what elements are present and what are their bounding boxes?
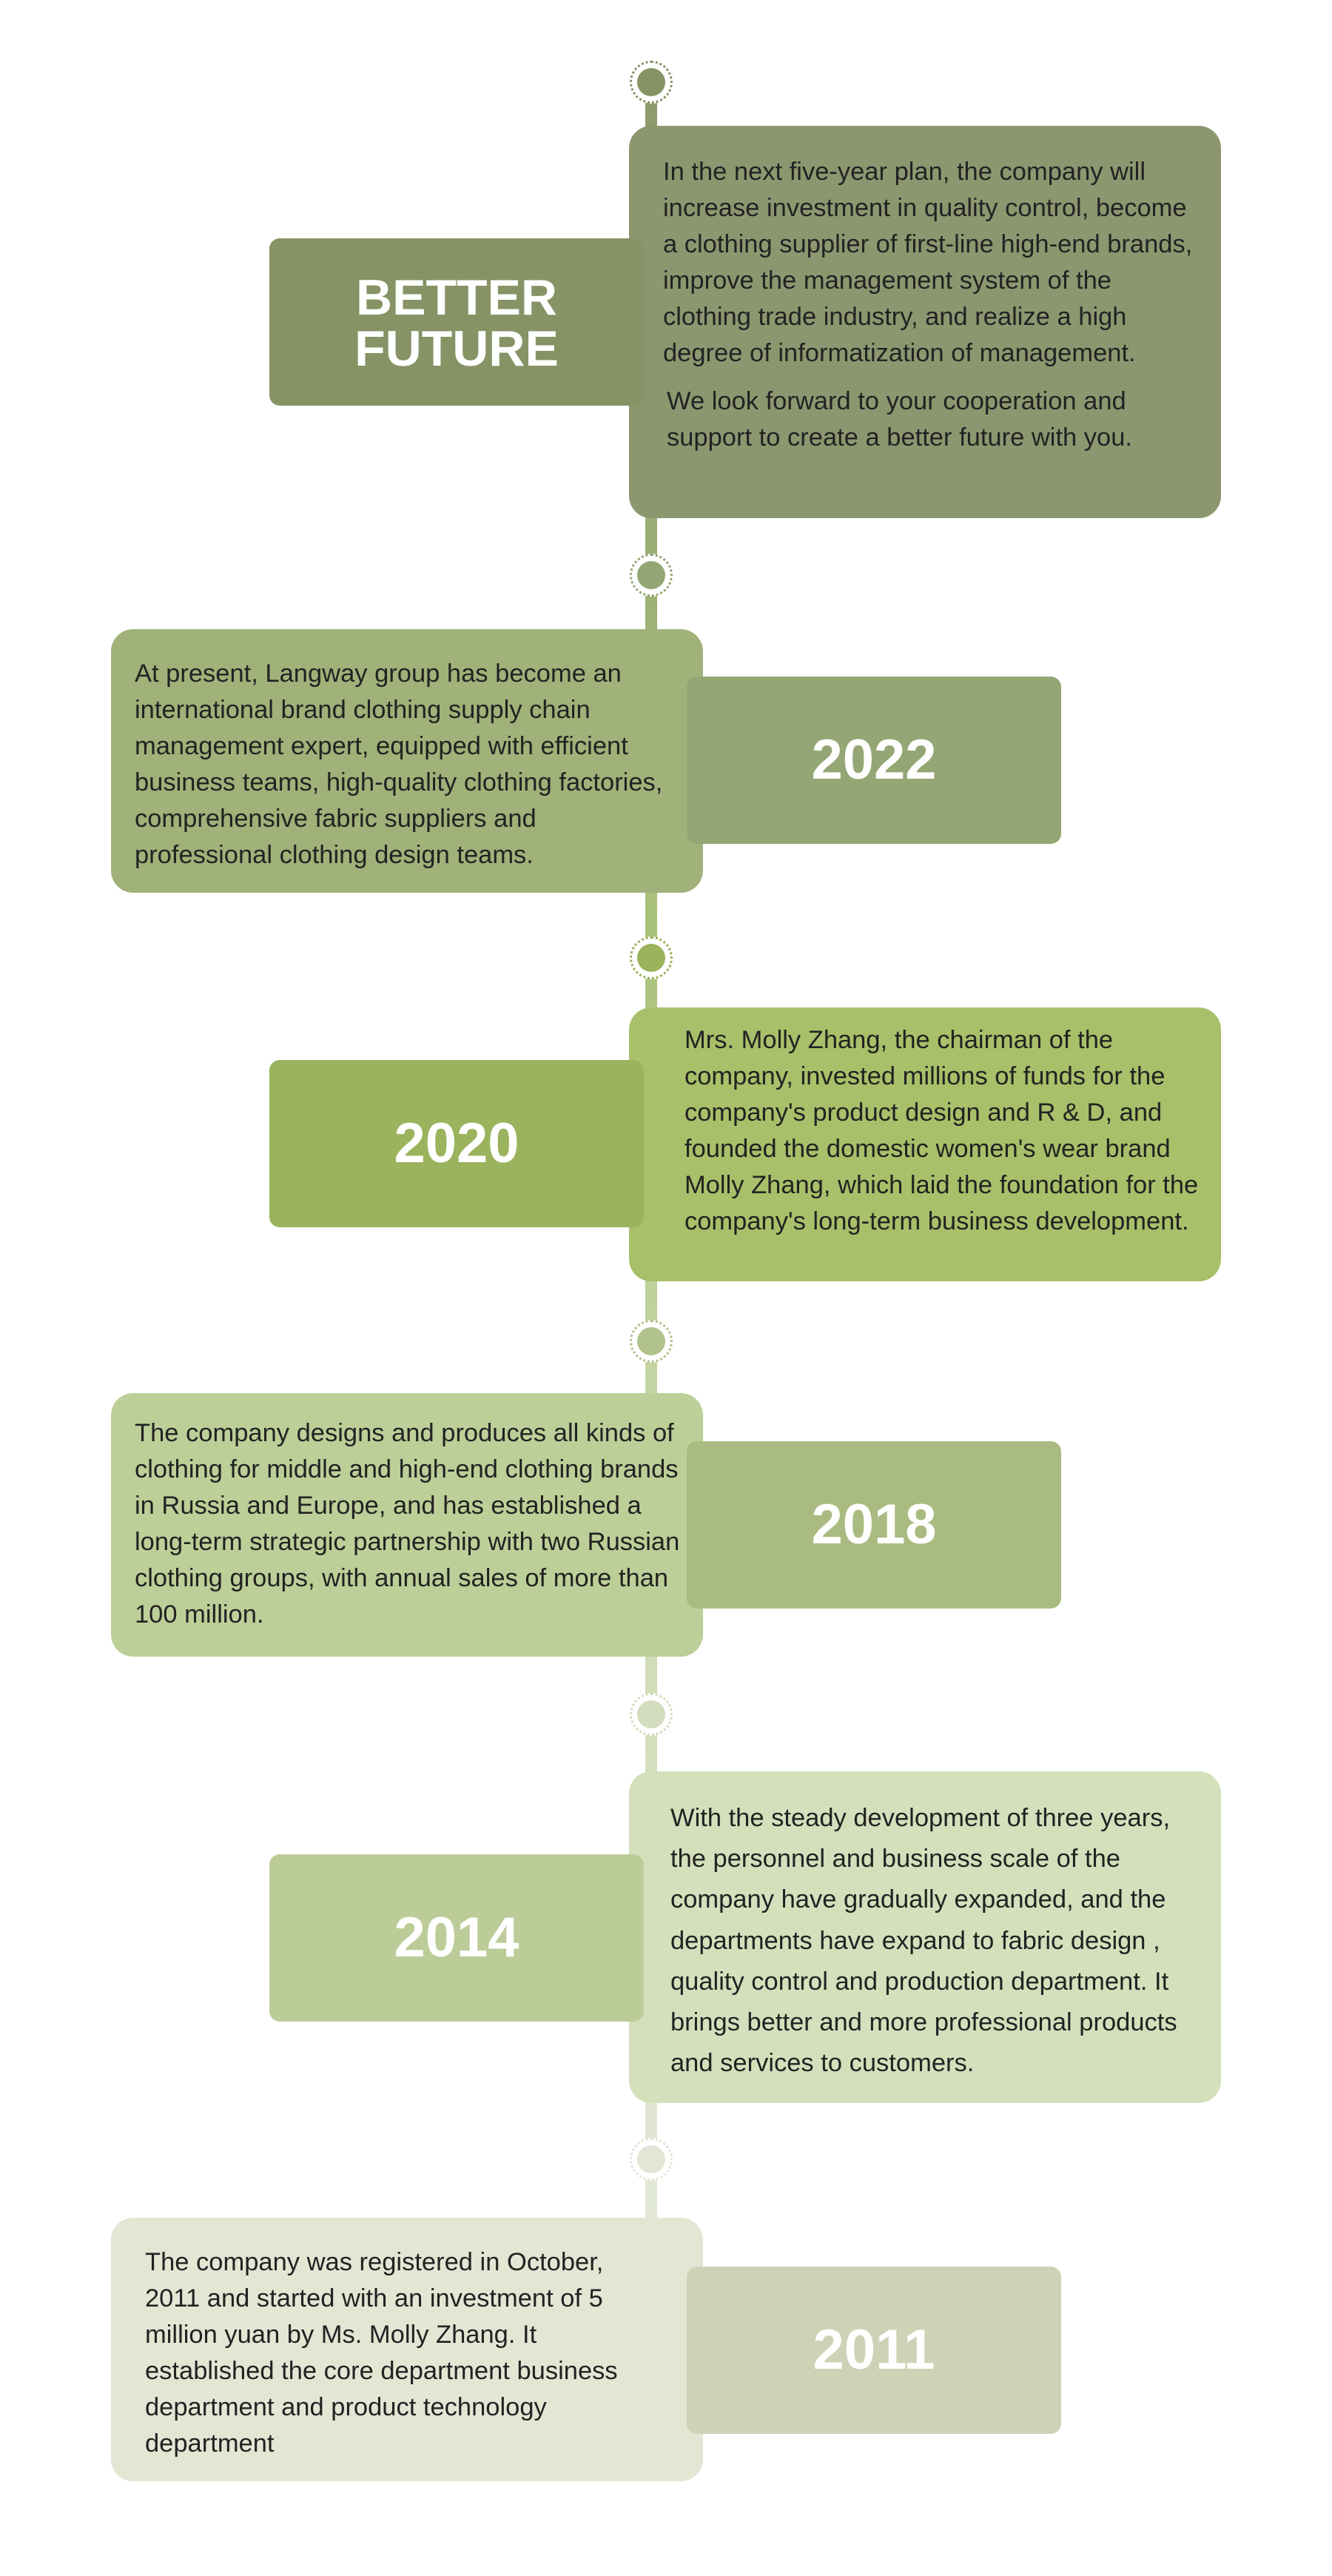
paragraph-2022: At present, Langway group has become an international brand clothing supply chain management expert, equipped with efficient business teams, high-quality clothing factories, comprehensive fabric suppliers and professional clothing design teams. xyxy=(135,660,663,869)
year-label-2014: 2014 xyxy=(269,1854,644,2022)
year-label-2011: 2011 xyxy=(687,2267,1061,2434)
description-2018 xyxy=(111,1393,703,1657)
timeline-node-2022 xyxy=(630,554,673,597)
paragraph-2020: Mrs. Molly Zhang, the chairman of the company, invested millions of funds for the company's product design and R & D, and founded the domestic women's wear brand Molly Zhang, which laid the foundation for the company's long-term business development. xyxy=(684,1026,1199,1235)
timeline-node-2018 xyxy=(630,1320,673,1363)
future-label: BETTER FUTURE xyxy=(269,238,644,406)
timeline-node-2011 xyxy=(630,2138,673,2181)
timeline-node-2020 xyxy=(630,936,673,979)
timeline-node-2014 xyxy=(630,1693,673,1736)
description-2022 xyxy=(111,629,703,893)
description-2014 xyxy=(629,1771,1221,2103)
paragraph-2014: With the steady development of three years, the personnel and business scale of the company have gradually expanded, and the departments have expand to fabric design , quality control and production department. It brings better and more professional products and services to customers. xyxy=(670,1804,1177,2078)
timeline-node-future xyxy=(630,61,673,104)
year-label-2018: 2018 xyxy=(687,1441,1061,1609)
year-label-2022: 2022 xyxy=(687,677,1061,844)
future-description xyxy=(629,126,1221,518)
year-label-2020: 2020 xyxy=(269,1060,644,1227)
description-2011 xyxy=(111,2218,703,2481)
paragraph-2011: The company was registered in October, 2011 and started with an investment of 5 million yuan by Ms. Molly Zhang. It established the core department business department and product technology department xyxy=(145,2248,618,2458)
future-paragraph-1: In the next five-year plan, the company will increase investment in quality control, become a clothing supplier of first-line high-end brands, improve the management system of the clothing trade industry, and realize a high degree of informatization of management. xyxy=(663,158,1193,367)
future-paragraph-2: We look forward to your cooperation and support to create a better future with you. xyxy=(667,386,1133,452)
description-2020 xyxy=(629,1007,1221,1281)
paragraph-2018: The company designs and produces all kinds of clothing for middle and high-end clothing brands in Russia and Europe, and has established a long-term strategic partnership with two Russian clothing groups, with annual sales of more than 100 million. xyxy=(135,1419,680,1629)
